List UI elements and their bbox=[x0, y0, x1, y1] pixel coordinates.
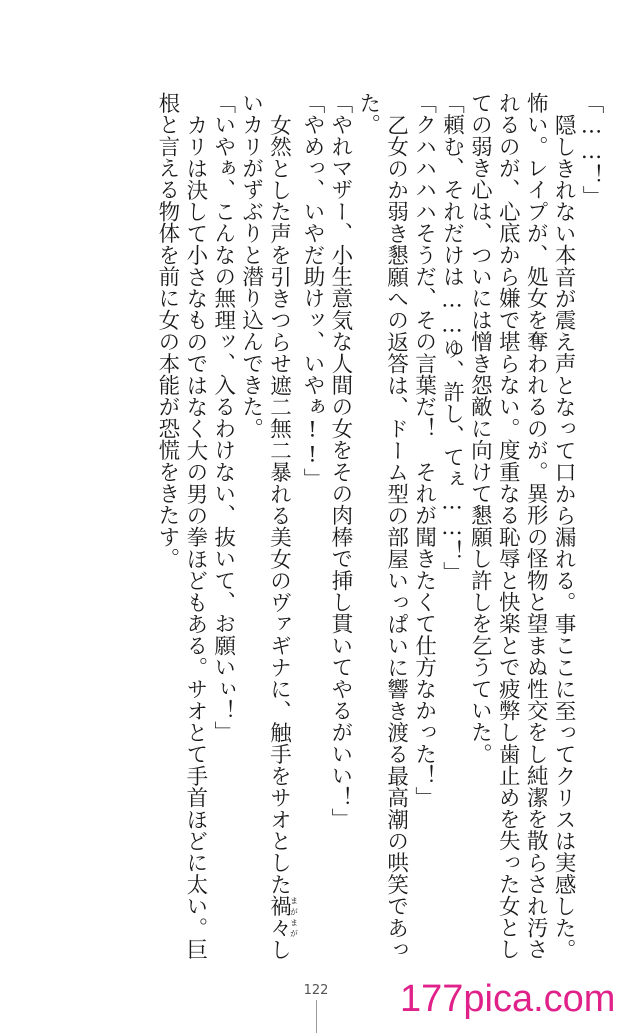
paragraph-8-before: 女然とした声を引きつらせ遮二無二暴れる美女のヴァギナに、触手をサオとした bbox=[266, 113, 292, 895]
watermark: 177pica.com bbox=[400, 978, 616, 1020]
paragraph-9: 「いやぁ、こんなの無理ッ、入るわけない、抜いて、お願いぃ！」 bbox=[210, 92, 236, 743]
paragraph-3: 「頼む、それだけは……ゆ、許し、てぇ……！」 bbox=[439, 92, 465, 584]
paragraph-7: 「やめっ、いやだ助けッ、いやぁ!!」 bbox=[299, 92, 325, 490]
ruby-reading: まがまが bbox=[289, 894, 299, 939]
ruby-base: 禍々 bbox=[266, 894, 292, 939]
paragraph-10: カリは決して小さなものではなく大の男の拳ほどもある。サオとて手首ほどに太い。巨根と言える物体を前に女の本能が恐慌をきたす。 bbox=[154, 92, 208, 960]
paragraph-6: 「やれマザー、小生意気な人間の女をその肉棒で挿し貫いてやるがいい！」 bbox=[327, 92, 353, 830]
paragraph-1: 「……！」 bbox=[579, 92, 604, 208]
vertical-text-body bbox=[20, 92, 605, 972]
paragraph-5: 乙女のか弱き懇願への返答は、ドーム型の部屋いっぱいに響き渡る最高潮の哄笑であった。 bbox=[355, 92, 409, 960]
page-number-rule bbox=[316, 1000, 317, 1033]
paragraph-2: 隠しきれない本音が震え声となって口から漏れる。事ここに至ってクリスは実感した。怖い。レイプが、処女を奪われるのが。異形の怪物と望まぬ性交をし純潔を散らされ汚されるのが、心底から嫌で堪らない。度重なる恥辱と快楽とで疲弊し歯止めを失った女としての弱き心は、ついには憎き怨敵に向けて懇願し許しを乞うていた。 bbox=[467, 92, 577, 960]
ruby-magamaga bbox=[266, 894, 299, 939]
paragraph-8 bbox=[237, 92, 298, 972]
page-number: 122 bbox=[303, 983, 329, 998]
paragraph-4: 「クハハハハそうだ、その言葉だ！ それが聞きたくて仕方なかった！」 bbox=[411, 92, 437, 809]
paragraph-8-after: しいカリがずぶりと潜り込んできた。 bbox=[238, 92, 292, 960]
